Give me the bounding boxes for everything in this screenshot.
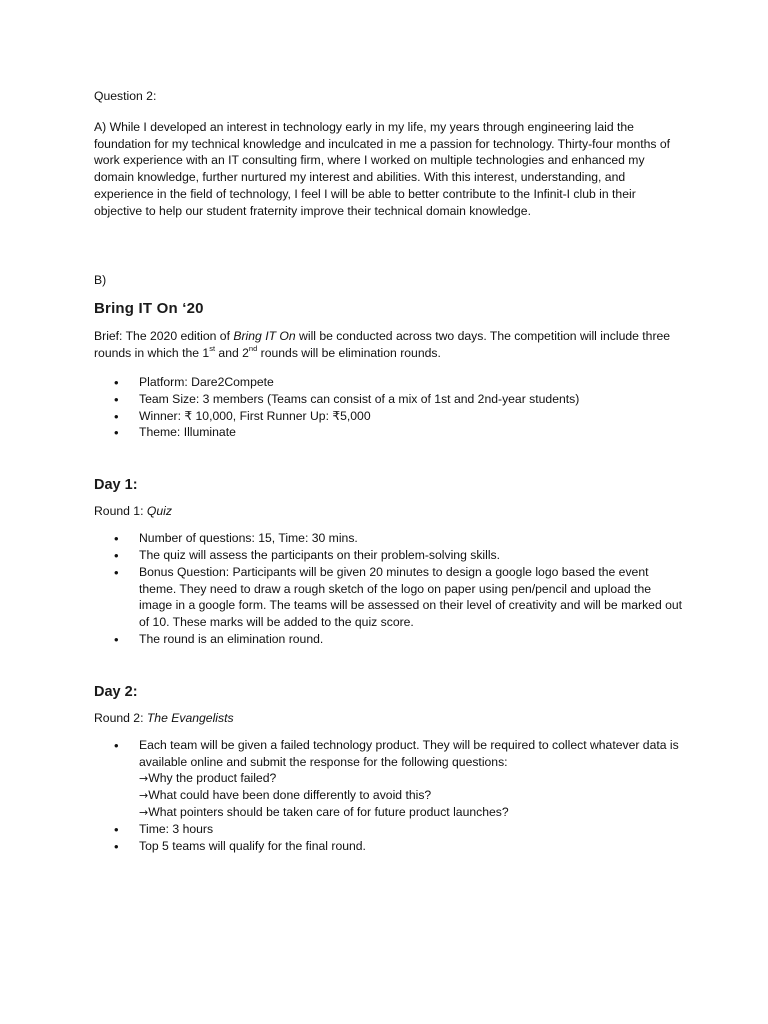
question-title: Question 2: bbox=[94, 89, 157, 103]
brief-event-name: Bring IT On bbox=[233, 329, 296, 344]
part-b-label: B) bbox=[94, 272, 107, 287]
sub-question bbox=[139, 804, 684, 821]
event-brief bbox=[94, 328, 684, 362]
round-name: The Evangelists bbox=[146, 710, 234, 725]
document-body bbox=[94, 88, 684, 855]
round-prefix: Round 2: bbox=[94, 710, 147, 725]
day1-round-title bbox=[94, 503, 684, 520]
arrow-icon: → bbox=[139, 806, 149, 820]
day2-list bbox=[94, 737, 684, 855]
brief-prefix: Brief: The 2020 edition of bbox=[94, 329, 234, 344]
sub-question-text: Why the product failed? bbox=[148, 771, 277, 786]
arrow-icon: → bbox=[139, 772, 149, 786]
round-prefix: Round 1: bbox=[94, 504, 147, 519]
list-item: • Time: 3 hours bbox=[94, 821, 684, 838]
list-item: • Winner: ₹ 10,000, First Runner Up: ₹5,000 bbox=[94, 408, 684, 425]
list-item: • Bonus Question: Participants will be given 20 minutes to design a google logo based the event theme. They need to draw a rough sketch of the logo on paper using pen/pencil and upload the image in a google form. The teams will be assessed on their level of creativity and will be marked out of 10. These marks will be added to the quiz score. bbox=[94, 564, 684, 631]
brief-sup-st: st bbox=[209, 344, 216, 354]
sub-question-text: What pointers should be taken care of for future product launches? bbox=[148, 805, 509, 820]
arrow-icon: → bbox=[139, 789, 149, 803]
list-item: • Team Size: 3 members (Teams can consist of a mix of 1st and 2nd-year students) bbox=[94, 391, 684, 408]
brief-sup-nd: nd bbox=[248, 344, 258, 354]
day2-heading: Day 2: bbox=[94, 683, 138, 700]
sub-question bbox=[139, 770, 684, 787]
list-item: • Platform: Dare2Compete bbox=[94, 374, 684, 391]
answer-part-a: A) While I developed an interest in technology early in my life, my years through engineering laid the foundation for my technical knowledge and inculcated in me a passion for technology. Thirty-four months of work experience with an IT consulting firm, where I worked on multiple technologies and enhanced my domain knowledge, further nurtured my interest and abilities. With this interest, understanding, and experience in the field of technology, I feel I will be able to better contribute to the Infinit-I club in their objective to help our student fraternity improve their technical domain knowledge. bbox=[94, 119, 671, 218]
list-item: • The round is an elimination round. bbox=[94, 631, 684, 648]
brief-and: and 2 bbox=[215, 346, 249, 361]
list-item: • Theme: Illuminate bbox=[94, 424, 684, 441]
list-item bbox=[94, 737, 684, 821]
day1-list bbox=[94, 530, 684, 648]
brief-suffix: rounds will be elimination rounds. bbox=[257, 346, 441, 361]
list-item: • Top 5 teams will qualify for the final round. bbox=[94, 838, 684, 855]
round-name: Quiz bbox=[146, 504, 172, 519]
list-item: • Number of questions: 15, Time: 30 mins. bbox=[94, 530, 684, 547]
brief-middle: will be conducted across two days. The competition will include three rounds in which the 1 bbox=[94, 329, 671, 361]
list-item: • The quiz will assess the participants on their problem-solving skills. bbox=[94, 547, 684, 564]
event-details-list bbox=[94, 374, 684, 441]
event-title: Bring IT On ‘20 bbox=[94, 299, 204, 317]
sub-question-text: What could have been done differently to avoid this? bbox=[148, 788, 432, 803]
day1-heading: Day 1: bbox=[94, 477, 138, 494]
item-intro: Each team will be given a failed technology product. They will be required to collect whatever data is available online and submit the response for the following questions: bbox=[139, 737, 679, 769]
sub-question bbox=[139, 787, 684, 804]
day2-round-title bbox=[94, 710, 684, 727]
